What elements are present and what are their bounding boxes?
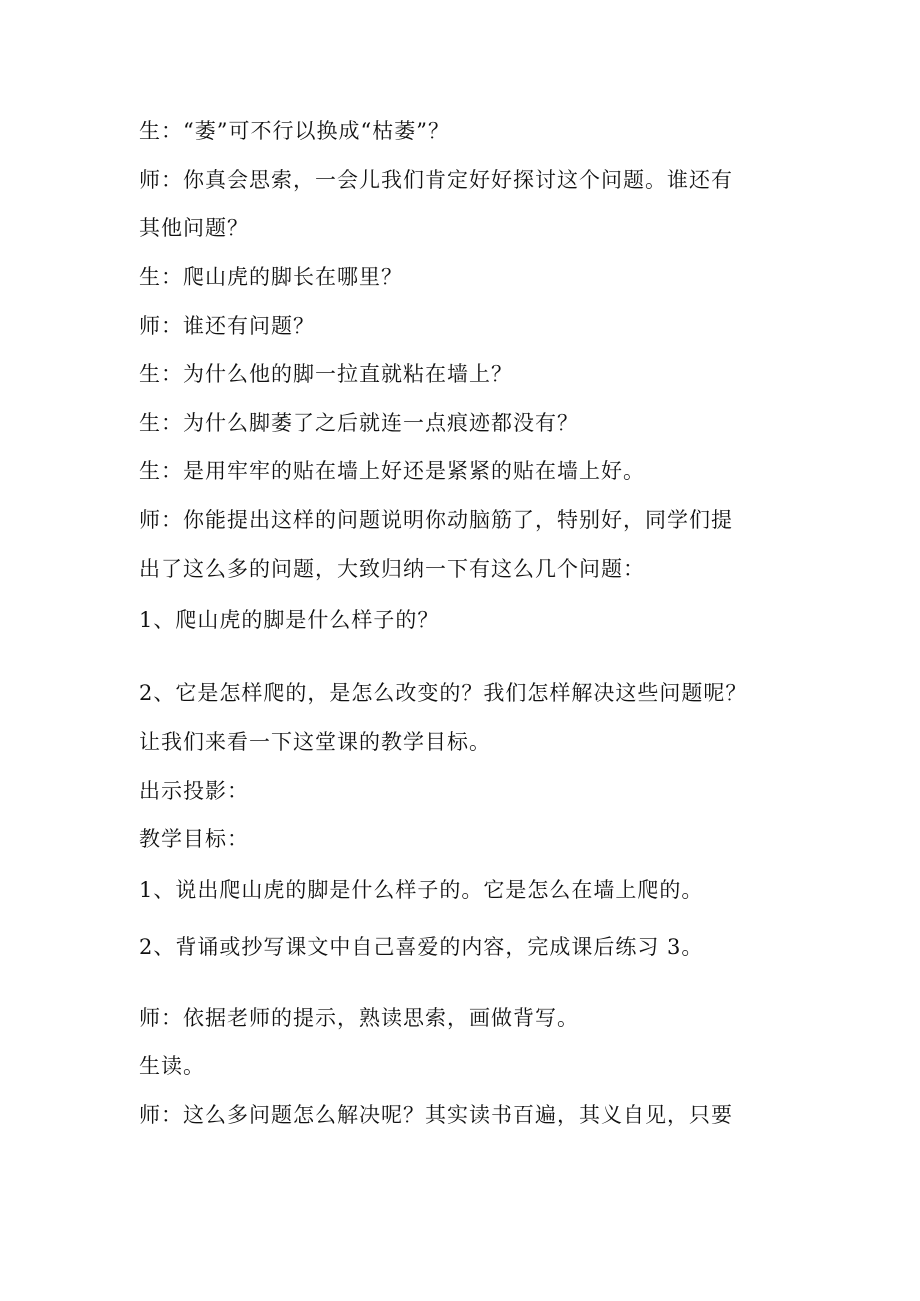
text-line: 让我们来看一下这堂课的教学目标。 [139, 730, 491, 754]
text-line: 出了这么多的问题，大致归纳一下有这么几个问题： [139, 557, 645, 581]
numbered-item: 2、它是怎样爬的，是怎么改变的？我们怎样解决这些问题呢？ [139, 681, 748, 705]
text-line: 师：依据老师的提示，熟读思索，画做背写。 [139, 1006, 579, 1030]
text-line: 生：爬山虎的脚长在哪里？ [139, 265, 403, 289]
text-line: 其他问题？ [139, 216, 249, 240]
text-line: 师：谁还有问题？ [139, 314, 315, 338]
numbered-item: 1、说出爬山虎的脚是什么样子的。它是怎么在墙上爬的。 [139, 878, 704, 902]
text-line: 生：“萎”可不行以换成“枯萎”？ [139, 119, 450, 143]
text-line: 生：为什么脚萎了之后就连一点痕迹都没有？ [139, 411, 579, 435]
section-heading: 教学目标： [139, 827, 249, 851]
text-line: 生读。 [139, 1054, 205, 1078]
numbered-item: 1、爬山虎的脚是什么样子的？ [139, 608, 440, 632]
text-line: 师：你真会思索，一会儿我们肯定好好探讨这个问题。谁还有 [139, 168, 733, 192]
text-line: 师：这么多问题怎么解决呢？其实读书百遍，其义自见，只要 [139, 1103, 733, 1127]
text-line: 出示投影： [139, 779, 249, 803]
text-line: 师：你能提出这样的问题说明你动脑筋了，特别好，同学们提 [139, 508, 733, 532]
text-line: 生：是用牢牢的贴在墙上好还是紧紧的贴在墙上好。 [139, 459, 645, 483]
text-line: 生：为什么他的脚一拉直就粘在墙上？ [139, 362, 513, 386]
numbered-item: 2、背诵或抄写课文中自己喜爱的内容，完成课后练习 3。 [139, 935, 704, 959]
